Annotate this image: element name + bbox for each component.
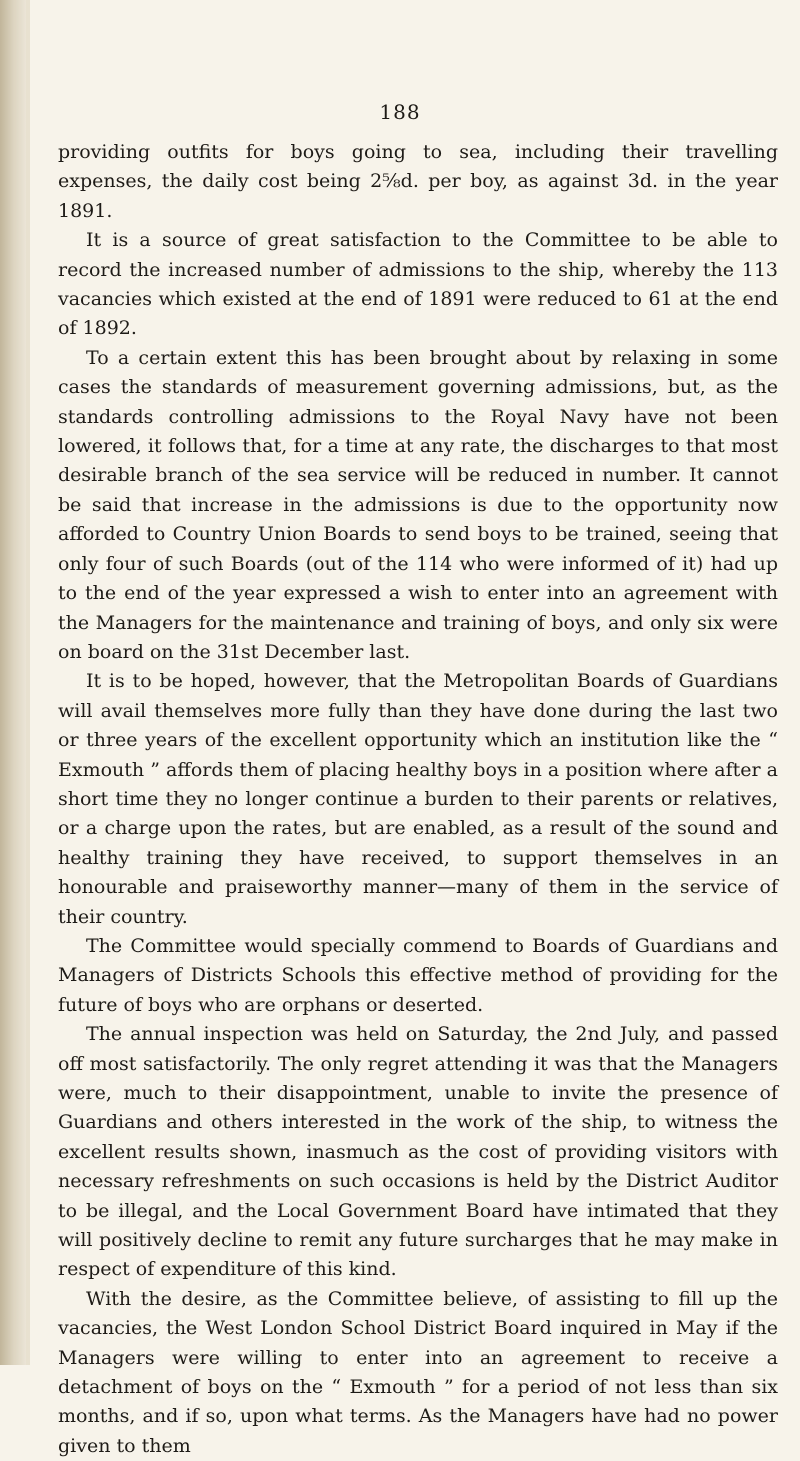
page-number: 188 xyxy=(379,100,421,124)
paragraph-standards-measurement: To a certain extent this has been brought about by relaxing in some cases the standards of measurement governing admissions, but, as the standards controlling admissions to the Royal Navy have not been lowered, it follows that, for a time at any rate, the discharges to that most desirable branch of the sea service will be reduced in number. It cannot be said that increase in the admissions is due to the opportunity now afforded to Country Union Boards to send boys to be trained, seeing that only four of such Boards (out of the 114 who were informed of it) had up to the end of the year expressed a wish to enter into an agreement with the Managers for the maintenance and training of boys, and only six were on board on the 31st December last. xyxy=(58,346,778,663)
paragraph-admissions-increase: It is a source of great satisfaction to the Committee to be able to record the increased number of admissions to the ship, whereby the 113 vacancies which existed at the end of 1891 were reduced to 61 at the end of 1892. xyxy=(58,229,778,340)
paragraph-committee-commend: The Committee would specially commend to Boards of Guardians and Managers of Districts Schools this effective method of providing for the future of boys who are orphans or deserted. xyxy=(58,934,778,1016)
body-text xyxy=(58,138,778,1461)
paragraph-west-london-board: With the desire, as the Committee believe, of assisting to fill up the vacancies, the West London School District Board inquired in May if the Managers were willing to enter into an agreement to receive a detachment of boys on the “ Exmouth ” for a period of not less than six months, and if so, upon what terms. As the Managers have had no power given to them xyxy=(58,1287,778,1457)
paragraph-annual-inspection: The annual inspection was held on Saturday, the 2nd July, and passed off most satisfactorily. The only regret attending it was that the Managers were, much to their disappointment, unable to invite the presence of Guardians and others interested in the work of the ship, to witness the excellent results shown, inasmuch as the cost of providing visitors with necessary refreshments on such occasions is held by the District Auditor to be illegal, and the Local Government Board have intimated that they will positively decline to remit any future surcharges that he may make in respect of expenditure of this kind. xyxy=(58,1023,778,1281)
paragraph-metropolitan-boards: It is to be hoped, however, that the Metropolitan Boards of Guardians will avail themselves more fully than they have done during the last two or three years of the excellent opportunity which an institution like the “ Exmouth ” affords them of placing healthy boys in a position where after a short time they no longer continue a burden to their parents or relatives, or a charge upon the rates, but are enabled, as a result of the sound and healthy training they have received, to support themselves in an honourable and praiseworthy manner—many of them in the service of their country. xyxy=(58,670,778,928)
page-binding-edge xyxy=(0,0,30,1365)
paragraph-continuation: providing outfits for boys going to sea, including their travelling expenses, the daily cost being 2⅝d. per boy, as against 3d. in the year 1891. xyxy=(58,141,778,222)
